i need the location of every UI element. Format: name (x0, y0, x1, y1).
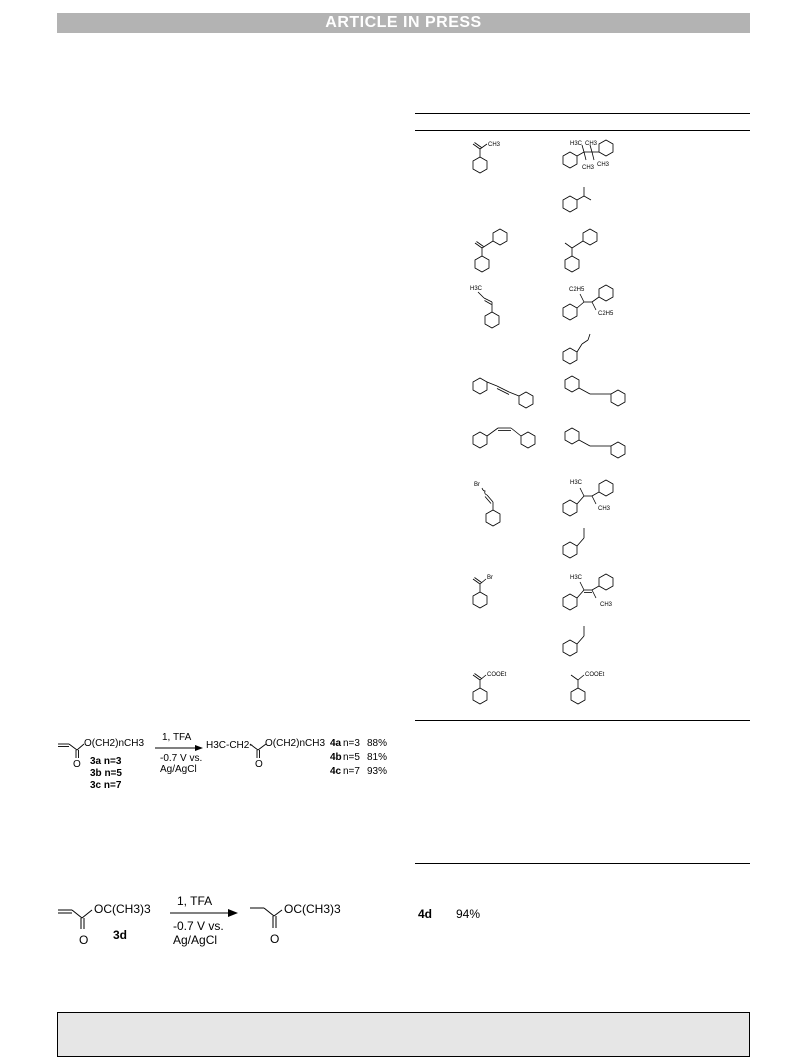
structure-ethylbenzene (560, 620, 600, 660)
label-h3c: H3C (570, 141, 583, 147)
reactant-ester-group: OC(CH3)3 (94, 902, 151, 916)
result-yield: 88% (367, 738, 388, 749)
reagent-label: 1, TFA (162, 732, 192, 743)
label-ch3: CH3 (488, 142, 501, 148)
result-id: 4c (330, 766, 342, 777)
tert-butyl-propanoate-structure (246, 900, 286, 936)
structure-bibenzyl (560, 424, 640, 464)
label-cooet: COOEt (487, 672, 507, 678)
result-yield: 93% (367, 766, 388, 777)
label-ch3: CH3 (597, 162, 610, 168)
compound-3c: 3c n=7 (90, 780, 122, 791)
compound-3a: 3a n=3 (90, 756, 122, 767)
label-c2h5: C2H5 (569, 287, 585, 293)
compound-3d: 3d (113, 928, 128, 942)
footer-box (57, 1012, 750, 1057)
result-n: n=3 (343, 738, 360, 749)
result-n: n=7 (343, 766, 360, 777)
reaction-arrow (155, 744, 203, 752)
compound-3b: 3b n=5 (90, 768, 122, 779)
reaction-arrow (170, 908, 238, 918)
structure-trans-stilbene (464, 372, 552, 416)
product-carbonyl-o: O (255, 759, 263, 770)
structure-1-1-diphenylethane (560, 226, 602, 274)
table-header-rule (415, 130, 750, 131)
article-in-press-banner: ARTICLE IN PRESS (57, 13, 750, 33)
label-cooet: COOEt (585, 672, 605, 678)
conditions-potential: -0.7 V vs. (173, 919, 224, 933)
product-carbonyl-o: O (270, 932, 280, 946)
reactant-carbonyl-o: O (73, 759, 81, 770)
result-yield: 81% (367, 752, 388, 763)
conditions-reference: Ag/AgCl (173, 933, 218, 947)
reagent-label: 1, TFA (177, 894, 213, 908)
product-ester-group: OC(CH3)3 (284, 902, 341, 916)
structure-bibenzyl (560, 372, 640, 412)
result-id: 4a (330, 738, 342, 749)
reactant-carbonyl-o: O (79, 933, 89, 947)
structure-beta-methylstyrene (470, 284, 510, 340)
structure-propylbenzene (560, 332, 600, 366)
result-n: n=5 (343, 752, 360, 763)
label-ch3: CH3 (600, 602, 613, 608)
table-top-rule (415, 113, 750, 114)
structure-3-4-diphenylhexane (558, 282, 620, 326)
label-ch3: CH3 (598, 506, 611, 512)
label-h3c: H3C (570, 480, 583, 486)
structure-ethylbenzene (560, 524, 600, 560)
yield-4d: 94% (456, 907, 481, 921)
conditions-potential: -0.7 V vs. (160, 753, 203, 764)
product-ester-group: O(CH2)nCH3 (265, 738, 326, 749)
label-c2h5: C2H5 (598, 311, 614, 317)
structure-2-3-diphenylbutane (558, 476, 620, 522)
label-br: Br (474, 482, 480, 488)
reactant-ester-group: O(CH2)nCH3 (84, 738, 145, 749)
structure-2-3-diphenyl-2-butene (558, 570, 620, 616)
structure-1-1-diphenylethylene (470, 226, 512, 274)
table-bottom-rule (415, 720, 750, 721)
label-br: Br (487, 575, 493, 581)
second-table-rule (415, 863, 750, 864)
label-ch3: CH3 (585, 141, 598, 147)
label-h3c: H3C (570, 575, 583, 581)
label-h3c: H3C (470, 286, 483, 292)
label-ch3: CH3 (582, 165, 595, 171)
compound-4d: 4d (418, 907, 433, 921)
structure-cis-stilbene (466, 420, 556, 464)
conditions-reference: Ag/AgCl (160, 764, 197, 775)
result-id: 4b (330, 752, 342, 763)
product-alkyl-chain: H3C-CH2- (206, 740, 253, 751)
structure-cumene (560, 184, 600, 214)
